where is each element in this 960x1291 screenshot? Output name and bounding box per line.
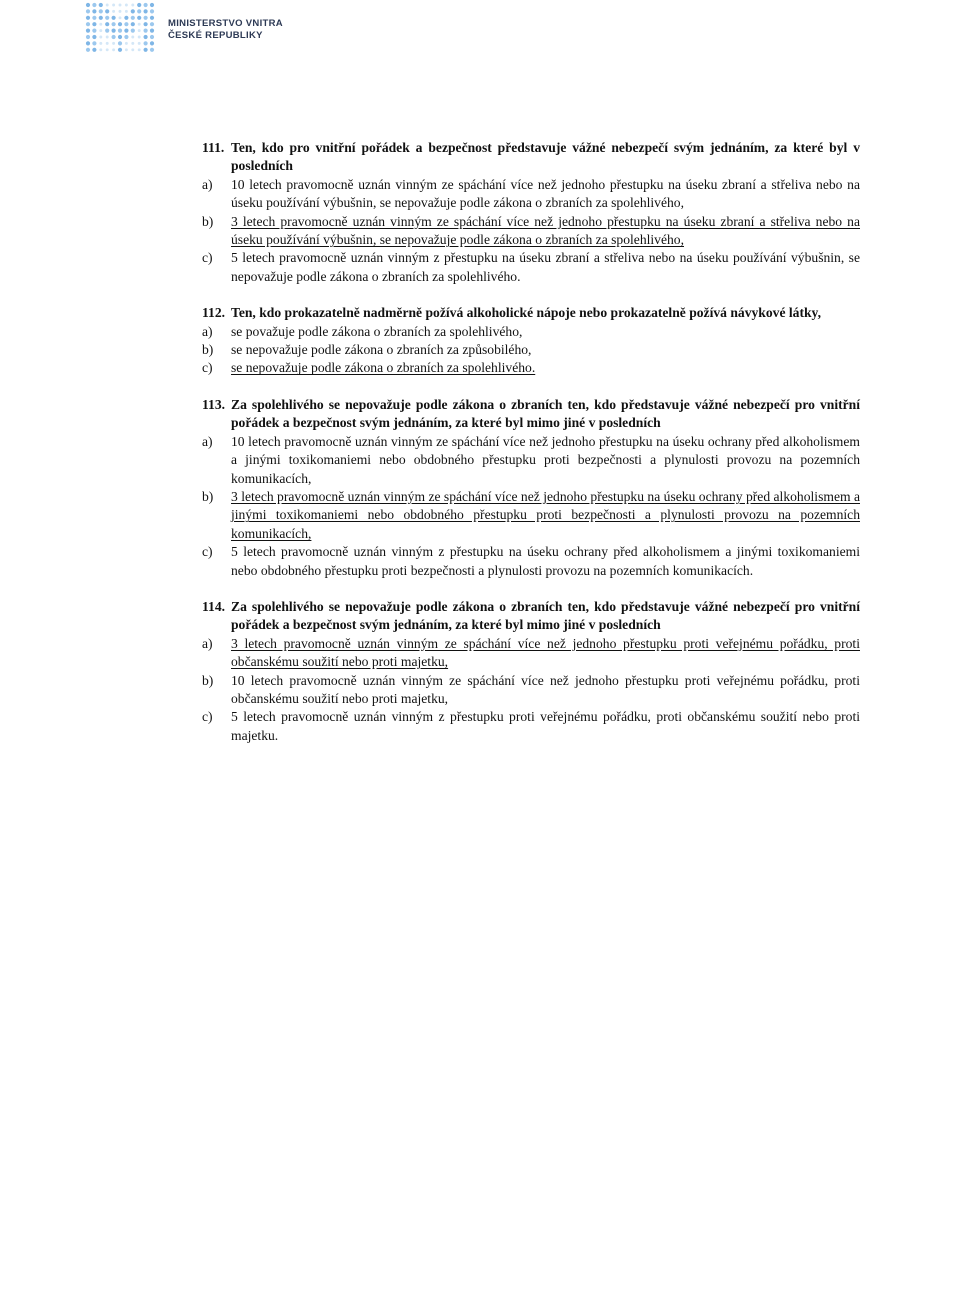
logo-dot (99, 36, 102, 39)
answer-text: 5 letech pravomocně uznán vinným z přestupku proti veřejnému pořádku, proti občanskému soužití nebo proti majetku. (231, 709, 860, 743)
answer-letter: b) (202, 672, 214, 688)
logo-dot (144, 9, 148, 13)
logo-dot (92, 35, 96, 39)
logo-dot (99, 3, 103, 7)
logo-dot (144, 3, 148, 7)
answer-letter: b) (202, 213, 214, 229)
logo-dot (112, 22, 116, 26)
logo-dot (131, 22, 135, 26)
question-number: 113. (202, 396, 226, 412)
logo-dot (105, 29, 109, 33)
logo-dot (124, 16, 128, 20)
answer-option (202, 433, 860, 488)
logo-dot (137, 9, 141, 13)
logo-dot (118, 41, 122, 45)
answer-text: 5 letech pravomocně uznán vinným z přestupku na úseku ochrany před alkoholismem a jinými toxikomaniemi nebo obdobného přestupku proti bezpečnosti a plynulosti provozu na pozemních komunikacích. (231, 544, 860, 578)
logo-dot (99, 48, 102, 51)
logo-dot (144, 16, 148, 20)
answer-text: 5 letech pravomocně uznán vinným z přestupku na úseku zbraní a střeliva nebo na úseku používání výbušnin, se nepovažuje podle zákona o zbraních za spolehlivého. (231, 250, 860, 284)
logo-dot (112, 16, 116, 20)
question-block (202, 304, 860, 378)
logo-dot (131, 16, 135, 20)
answer-option (202, 341, 860, 359)
logo-dot (138, 23, 141, 26)
logo-dot (112, 42, 115, 45)
ministry-dot-logo-icon (84, 0, 164, 60)
answer-letter: a) (202, 176, 213, 192)
question-block (202, 598, 860, 745)
logo-dot (125, 10, 128, 13)
logo-dot (131, 9, 135, 13)
logo-dot (150, 41, 154, 45)
answer-text-correct: se nepovažuje podle zákona o zbraních za spolehlivého. (231, 360, 536, 376)
answer-letter: a) (202, 323, 213, 339)
ministry-name-line2: ČESKÉ REPUBLIKY (168, 30, 263, 41)
answer-letter: b) (202, 488, 214, 504)
answer-option (202, 213, 860, 250)
logo-dot (150, 29, 154, 33)
logo-dot (137, 3, 141, 7)
answer-letter: b) (202, 342, 214, 358)
logo-dot (106, 36, 109, 39)
answer-letter: c) (202, 709, 213, 725)
logo-dot (112, 48, 115, 51)
logo-dot (144, 41, 148, 45)
logo-dot (144, 35, 148, 39)
answer-option (202, 323, 860, 341)
logo-dot (99, 42, 102, 45)
logo-dot (138, 29, 141, 32)
answer-letter: a) (202, 635, 213, 651)
logo-dot (124, 35, 128, 39)
logo-dot (138, 36, 141, 39)
logo-dot (131, 42, 134, 45)
logo-dot (144, 22, 148, 26)
logo-dot (99, 16, 103, 20)
logo-dot (131, 48, 134, 51)
page-header (84, 0, 344, 60)
answer-text-correct: 3 letech pravomocně uznán vinným ze spáchání více než jednoho přestupku proti veřejnému pořádku, proti občanskému soužití nebo proti majetku, (231, 635, 860, 670)
answer-letter: a) (202, 433, 213, 449)
logo-dot (106, 4, 109, 7)
answer-text: 10 letech pravomocně uznán vinným ze spáchání více než jednoho přestupku proti veřejnému pořádku, proti občanskému soužití nebo proti majetku, (231, 672, 860, 706)
logo-dot (119, 16, 122, 19)
question-number: 114. (202, 598, 226, 614)
logo-dot (125, 4, 128, 7)
answer-letter: c) (202, 544, 213, 560)
logo-dot (124, 29, 128, 33)
logo-dot (106, 48, 109, 51)
logo-dot (92, 22, 96, 26)
logo-dot (112, 4, 115, 7)
logo-dot (119, 10, 122, 13)
logo-dot (150, 35, 154, 39)
answer-option (202, 488, 860, 543)
logo-dot (118, 48, 122, 52)
logo-dot (92, 41, 96, 45)
ministry-name-line1: MINISTERSTVO VNITRA (168, 18, 283, 29)
question-text: Za spolehlivého se nepovažuje podle zákona o zbraních ten, kdo představuje vážné nebezpečí pro vnitřní pořádek a bezpečnost svým jednáním, za které byl mimo jiné v posledních (231, 396, 860, 431)
logo-dot (86, 41, 90, 45)
answer-letter: c) (202, 360, 213, 376)
logo-dot (86, 16, 90, 20)
logo-dot (138, 48, 141, 51)
logo-dot (112, 35, 116, 39)
logo-dot (92, 29, 96, 33)
logo-dot (125, 42, 128, 45)
logo-dot (144, 48, 148, 52)
logo-dot (125, 48, 128, 51)
logo-dot (92, 3, 96, 7)
logo-dot (124, 22, 128, 26)
answer-option (202, 635, 860, 672)
logo-dot (99, 29, 102, 32)
answer-letter: c) (202, 250, 213, 266)
answer-option (202, 359, 860, 377)
answer-option (202, 249, 860, 286)
logo-dot (131, 29, 135, 33)
answer-text-correct: 3 letech pravomocně uznán vinným ze spáchání více než jednoho přestupku na úseku ochrany před alkoholismem a jinými toxikomaniemi nebo obdobného přestupku proti bezpečnosti a plynulosti provozu na pozemních komunikacích, (231, 488, 860, 541)
answer-text: 10 letech pravomocně uznán vinným ze spáchání více než jednoho přestupku na úseku ochrany před alkoholismem a jinými toxikomaniemi nebo obdobného přestupku proti bezpečnosti a plynulosti provozu na pozemních komunikacích, (231, 433, 860, 486)
logo-dot (150, 16, 154, 20)
question-text: Ten, kdo prokazatelně nadměrně požívá alkoholické nápoje nebo prokazatelně požívá návykové látky, (231, 305, 821, 321)
answer-text-correct: 3 letech pravomocně uznán vinným ze spáchání více než jednoho přestupku na úseku zbraní a střeliva nebo na úseku používání výbušnin, se nepovažuje podle zákona o zbraních za spolehlivého, (231, 213, 860, 248)
logo-dot (112, 29, 116, 33)
logo-dot (92, 16, 96, 20)
logo-dot (150, 3, 154, 7)
question-block (202, 396, 860, 580)
logo-dot (118, 29, 122, 33)
logo-dot (118, 35, 122, 39)
logo-dot (99, 9, 103, 13)
answer-option (202, 176, 860, 213)
logo-dot (137, 16, 141, 20)
logo-dot (150, 9, 154, 13)
logo-dot (92, 9, 96, 13)
answer-text: se považuje podle zákona o zbraních za spolehlivého, (231, 323, 523, 339)
logo-dot (92, 48, 96, 52)
answer-option (202, 672, 860, 709)
logo-dot (86, 3, 90, 7)
answer-option (202, 543, 860, 580)
logo-dot (150, 48, 154, 52)
question-number: 111. (202, 140, 225, 155)
question-text: Ten, kdo pro vnitřní pořádek a bezpečnost představuje vážné nebezpečí svým jednáním, za které byl v posledních (231, 140, 860, 174)
logo-dot (105, 9, 109, 13)
logo-dot (99, 23, 102, 26)
answer-text: se nepovažuje podle zákona o zbraních za způsobilého, (231, 342, 532, 358)
question-list (202, 139, 860, 763)
logo-dot (105, 22, 109, 26)
logo-dot (119, 4, 122, 7)
logo-dot (118, 22, 122, 26)
ministry-name (168, 18, 283, 42)
question-block (202, 139, 860, 286)
logo-dot (138, 42, 141, 45)
logo-dot (86, 29, 90, 33)
logo-dot (112, 10, 115, 13)
logo-dot (131, 36, 134, 39)
question-text: Za spolehlivého se nepovažuje podle zákona o zbraních ten, kdo představuje vážné nebezpečí pro vnitřní pořádek a bezpečnost svým jednáním, za které byl mimo jiné v posledních (231, 598, 860, 633)
logo-dot (131, 4, 134, 7)
question-number: 112. (202, 305, 226, 321)
logo-dot (105, 16, 109, 20)
logo-dot (106, 42, 109, 45)
logo-dot (150, 22, 154, 26)
answer-option (202, 708, 860, 745)
answer-text: 10 letech pravomocně uznán vinným ze spáchání více než jednoho přestupku na úseku zbraní a střeliva nebo na úseku používání výbušnin, se nepovažuje podle zákona o zbraních za spolehlivého, (231, 176, 860, 211)
logo-dot (86, 22, 90, 26)
logo-dot (86, 48, 90, 52)
logo-dot (144, 29, 148, 33)
logo-dot (86, 35, 90, 39)
logo-dot (86, 9, 90, 13)
